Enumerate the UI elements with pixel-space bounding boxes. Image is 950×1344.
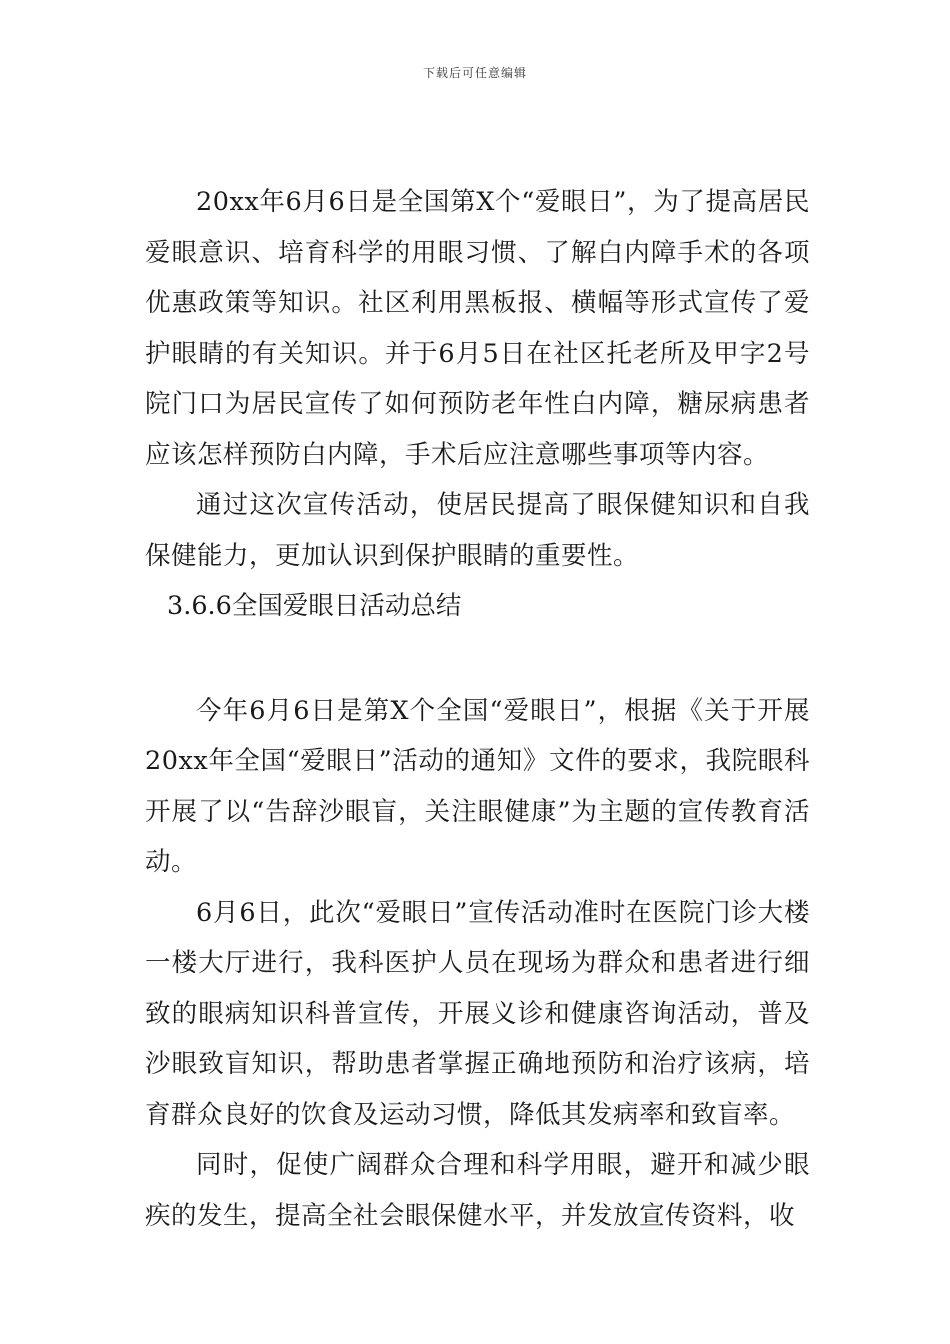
page-header-note: 下载后可任意编辑 xyxy=(422,66,527,80)
section-spacer xyxy=(145,632,810,686)
paragraph-intro: 20xx年6月6日是全国第X个“爱眼日”，为了提高居民爱眼意识、培育科学的用眼习惯、了解白内障手术的各项优惠政策等知识。社区利用黑板报、横幅等形式宣传了爱护眼睛的有关知识。并于6月5日在社区托老所及甲字2号院门口为居民宣传了如何预防老年性白内障，糖尿病患者应该怎样预防白内障，手术后应注意哪些事项等内容。 xyxy=(145,187,810,470)
paragraph-conclusion: 同时，促使广阔群众合理和科学用眼，避开和减少眼疾的发生，提高全社会眼保健水平，并发放宣传资料，收 xyxy=(145,1150,810,1231)
section-heading: 3.6.6全国爱眼日活动总结 xyxy=(167,591,462,621)
paragraph-activity: 6月6日，此次“爱眼日”宣传活动准时在医院门诊大楼一楼大厅进行，我科医护人员在现场为群众和患者进行细致的眼病知识科普宣传，开展义诊和健康咨询活动，普及沙眼致盲知识，帮助患者掌握正确地预防和治疗该病，培育群众良好的饮食及运动习惯，降低其发病率和致盲率。 xyxy=(145,897,810,1130)
paragraph-result: 通过这次宣传活动，使居民提高了眼保健知识和自我保健能力，更加认识到保护眼睛的重要性。 xyxy=(145,490,810,571)
document-body xyxy=(145,177,810,1241)
paragraph-summary-intro: 今年6月6日是第X个全国“爱眼日”，根据《关于开展20xx年全国“爱眼日”活动的通知》文件的要求，我院眼科开展了以“告辞沙眼盲，关注眼健康”为主题的宣传教育活动。 xyxy=(145,695,810,877)
